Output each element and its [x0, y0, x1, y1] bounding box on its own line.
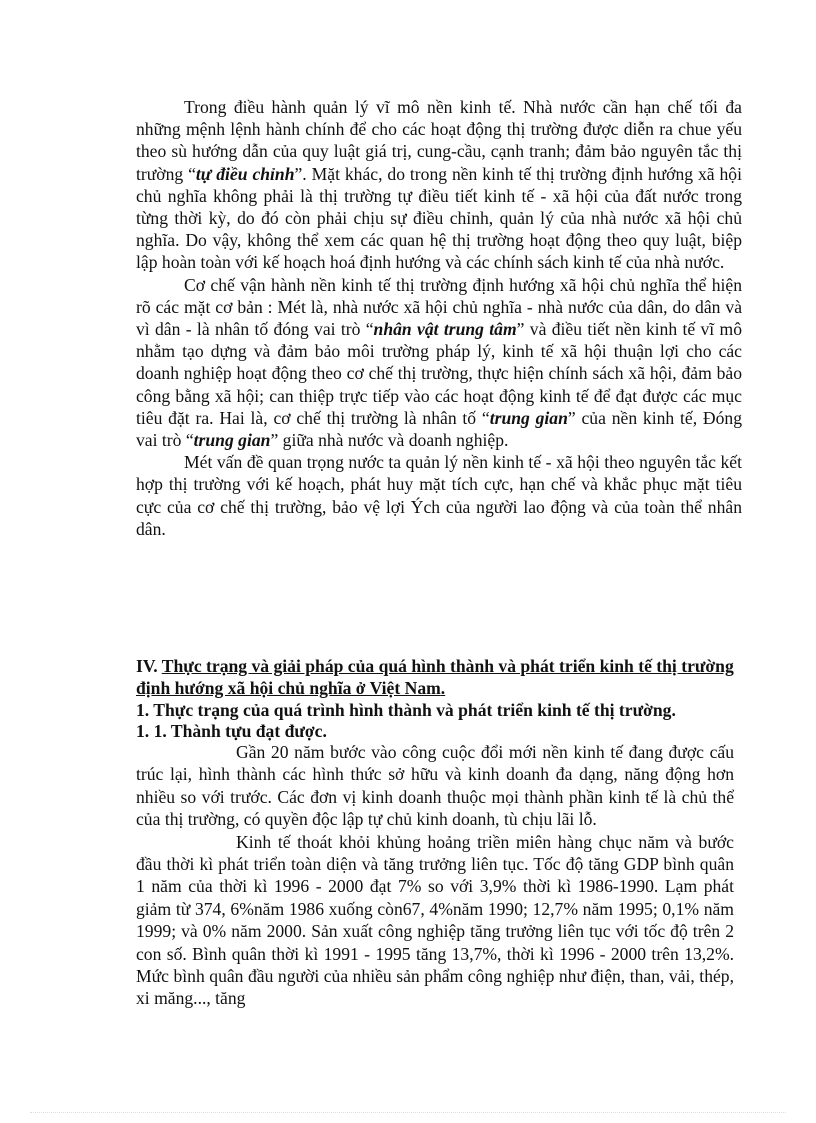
paragraph-operating-mechanism: Cơ chế vận hành nền kinh tế thị trường định hướng xã hội chủ nghĩa thể hiện rõ các mặt cơ bản : Mét là, nhà nước xã hội chủ nghĩa - nhà nước của dân, do dân và vì dân - là nhân tố đóng vai trò “nhân vật trung tâm” và điều tiết nền kinh tế vĩ mô nhằm tạo dựng và đảm bảo môi trường pháp lý, kinh tế xã hội thuận lợi cho các doanh nghiệp hoạt động theo cơ chế thị trường, thực hiện chính sách xã hội, đảm bảo công bằng xã hội; can thiệp trực tiếp vào các hoạt động kinh tế để đạt được các mục tiêu đặt ra. Hai là, cơ chế thị trường là nhân tố “trung gian” của nền kinh tế, Đóng vai trò “trung gian” giữa nhà nước và doanh nghiệp. [136, 274, 742, 451]
section-iv-title: Thực trạng và giải pháp của quá hình thành và phát triển kinh tế thị trường định hướng xã hội chủ nghĩa ở Việt Nam [136, 656, 734, 698]
subsection-1-heading: 1. Thực trạng của quá trình hình thành và phát triển kinh tế thị trường. [136, 700, 676, 720]
section-iv-body [136, 741, 734, 1010]
section-iv-heading: IV. Thực trạng và giải pháp của quá hình thành và phát triển kinh tế thị trường định hướng xã hội chủ nghĩa ở Việt Nam. [136, 656, 734, 698]
paragraph-renovation: Gần 20 năm bước vào công cuộc đổi mới nền kinh tế đang được cấu trúc lại, hình thành các hình thức sở hữu và kinh doanh đa dạng, năng động hơn nhiều so với trước. Các đơn vị kinh doanh thuộc mọi thành phần kinh tế là chủ thể của thị trường, có quyền độc lập tự chủ kinh doanh, tù chịu lãi lỗ. [136, 742, 734, 830]
section-3-body [136, 96, 742, 540]
subsection-1-1-heading: 1. 1. Thành tựu đạt được. [136, 721, 327, 741]
page-bottom-rule [30, 1112, 786, 1113]
paragraph-growth: Kinh tế thoát khỏi khủng hoảng triền miên hàng chục năm và bước đầu thời kì phát triển toàn diện và tăng trưởng liên tục. Tốc độ tăng GDP bình quân 1 năm của thời kì 1996 - 2000 đạt 7% so với 3,9% thời kì 1986-1990. Lạm phát giảm từ 374, 6%năm 1986 xuống còn67, 4%năm 1990; 12,7% năm 1995; 0,1% năm 1999; và 0% năm 2000. Sản xuất công nghiệp tăng trưởng liên tục với tốc độ trên 2 con số. Bình quân thời kì 1991 - 1995 tăng 13,7%, thời kì 1996 - 2000 trên 13,2%. Mức bình quân đầu người của nhiều sản phẩm công nghiệp như điện, than, vải, thép, xi măng..., tăng [136, 831, 734, 1009]
paragraph-state-management: Trong điều hành quản lý vĩ mô nền kinh tế. Nhà nước cần hạn chế tối đa những mệnh lệnh hành chính để cho các hoạt động thị trường được diễn ra chue yếu theo sù hướng dẫn của quy luật giá trị, cung-cầu, cạnh tranh; đảm bảo nguyên tắc thị trường “tự điều chỉnh”. Mặt khác, do trong nền kinh tế thị trường định hướng xã hội chủ nghĩa không phải là thị trường tự điều tiết kinh tế - xã hội của đất nước trong từng thời kỳ, do đó còn phải chịu sự điều chỉnh, quản lý của nhà nước xã hội chủ nghĩa. Do vậy, không thể xem các quan hệ thị trường hoạt động theo quy luật, biệp lập hoàn toàn với kế hoạch hoá định hướng và các chính sách kinh tế của nhà nước. [136, 97, 742, 273]
paragraph-key-issue: Mét vấn đề quan trọng nước ta quản lý nền kinh tế - xã hội theo nguyên tắc kết hợp thị trường với kế hoạch, phát huy mặt tích cực, hạn chế và khắc phục mặt tiêu cực của cơ chế thị trường, bảo vệ lợi Ých của người lao động và của toàn thể nhân dân. [136, 452, 742, 539]
